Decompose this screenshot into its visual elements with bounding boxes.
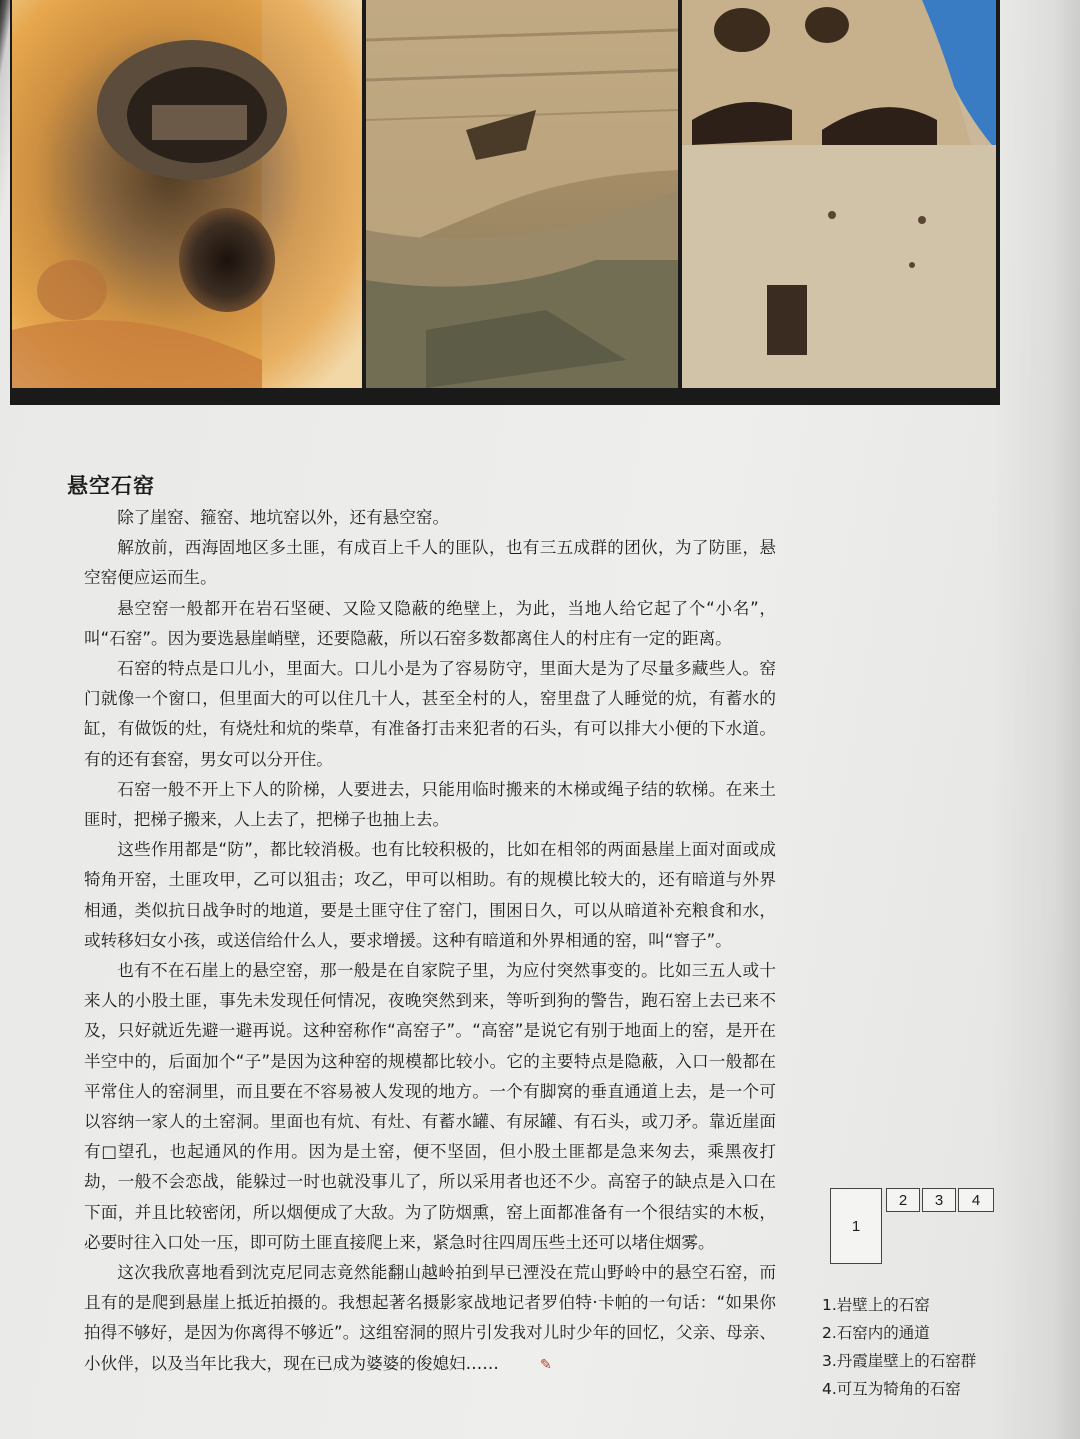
photo-captions <box>822 1291 1072 1403</box>
paragraph: 这些作用都是“防”，都比较消极。也有比较积极的，比如在相邻的两面悬崖上面对面或成犄角开窑，土匪攻甲，乙可以狙击；攻乙，甲可以相助。有的规模比较大的，还有暗道与外界相通，类似抗日战争时的地道，要是土匪守住了窑门，围困日久，可以从暗道补充粮食和水，或转移妇女小孩，或送信给什么人，要求增援。这种有暗道和外界相通的窑，叫“窨子”。 <box>84 840 776 950</box>
caption-3: 3.丹霞崖壁上的石窑群 <box>822 1352 977 1370</box>
paragraph: 除了崖窑、箍窑、地坑窑以外，还有悬空窑。 <box>117 508 450 527</box>
layout-key-box-1: 1 <box>830 1188 882 1264</box>
photo-strip <box>10 0 1000 405</box>
paragraph: 也有不在石崖上的悬空窑，那一般是在自家院子里，为应付突然事变的。比如三五人或十来人的小股土匪，事先未发现任何情况，夜晚突然到来，等听到狗的警告，跑石窑上去已来不及，只好就近先避一避再说。这种窑称作“高窑子”。“高窑”是说它有别于地面上的窑，是开在半空中的，后面加个“子”是因为这种窑的规模都比较小。它的主要特点是隐蔽，入口一般都在平常住人的窑洞里，而且要在不容易被人发现的地方。一个有脚窝的垂直通道上去，是一个可以容纳一家人的土窑洞。里面也有炕、有灶、有蓄水罐、有尿罐、有石头，或刀矛。靠近崖面有□望孔，也起通风的作用。因为是土窑，便不坚固，但小股土匪都是急来匆去，乘黑夜打劫，一般不会恋战，能躲过一时也就没事儿了，所以采用者也还不少。高窑子的缺点是入口在下面，并且比较密闭，所以烟便成了大敌。为了防烟熏，窑上面都准备有一个很结实的木板，必要时往入口处一压，即可防土匪直接爬上来，紧急时往四周压些土还可以堵住烟雾。 <box>84 961 776 1252</box>
danxia-cliff-caves-photo <box>682 0 996 388</box>
paragraph: 悬空窑一般都开在岩石坚硬、又险又隐蔽的绝壁上，为此，当地人给它起了个“小名”，叫“石窑”。因为要选悬崖峭壁，还要隐蔽，所以石窑多数都离住人的村庄有一定的距离。 <box>84 598 776 648</box>
paragraph: 石窑一般不开上下人的阶梯，人要进去，只能用临时搬来的木梯或绳子结的软梯。在来土匪时，把梯子搬来，人上去了，把梯子也抽上去。 <box>84 779 776 830</box>
paragraph: 石窑的特点是口儿小，里面大。口儿小是为了容易防守，里面大是为了尽量多藏些人。窑门就像一个窗口，但里面大的可以住几十人，甚至全村的人，窑里盘了人睡觉的炕，有蓄水的缸，有做饭的灶，有烧灶和炕的柴草，有准备打击来犯者的石头，有可以排大小便的下水道。有的还有套窑，男女可以分开住。 <box>84 659 776 769</box>
layout-key-box-3: 3 <box>922 1188 956 1212</box>
page-edge-shadow <box>990 0 1080 1439</box>
paragraph-last <box>84 1258 776 1380</box>
cave-interior-photo <box>12 0 362 388</box>
caption-4: 4.可互为犄角的石窑 <box>822 1380 961 1398</box>
author-signature-logo: ✎ <box>540 1356 552 1373</box>
article-title: 悬空石窑 <box>67 474 155 498</box>
paragraph-text: 这次我欣喜地看到沈克尼同志竟然能翻山越岭拍到早已湮没在荒山野岭中的悬空石窑，而且有的是爬到悬崖上抵近拍摄的。我想起著名摄影家战地记者罗伯特·卡帕的一句话：“如果你拍得不够好，是因为你离得不够近”。这组窑洞的照片引发我对儿时少年的回忆，父亲、母亲、小伙伴，以及当年比我大，现在已成为婆婆的俊媳妇…… <box>84 1263 776 1373</box>
article-body <box>84 503 776 1380</box>
caption-1: 1.岩壁上的石窑 <box>822 1296 930 1314</box>
caption-2: 2.石窑内的通道 <box>822 1324 930 1342</box>
cliff-face-photo <box>366 0 678 388</box>
layout-key-box-2: 2 <box>886 1188 920 1212</box>
paragraph: 解放前，西海固地区多土匪，有成百上千人的匪队，也有三五成群的团伙，为了防匪，悬空窑便应运而生。 <box>84 538 776 588</box>
layout-key-box-4: 4 <box>958 1188 994 1212</box>
